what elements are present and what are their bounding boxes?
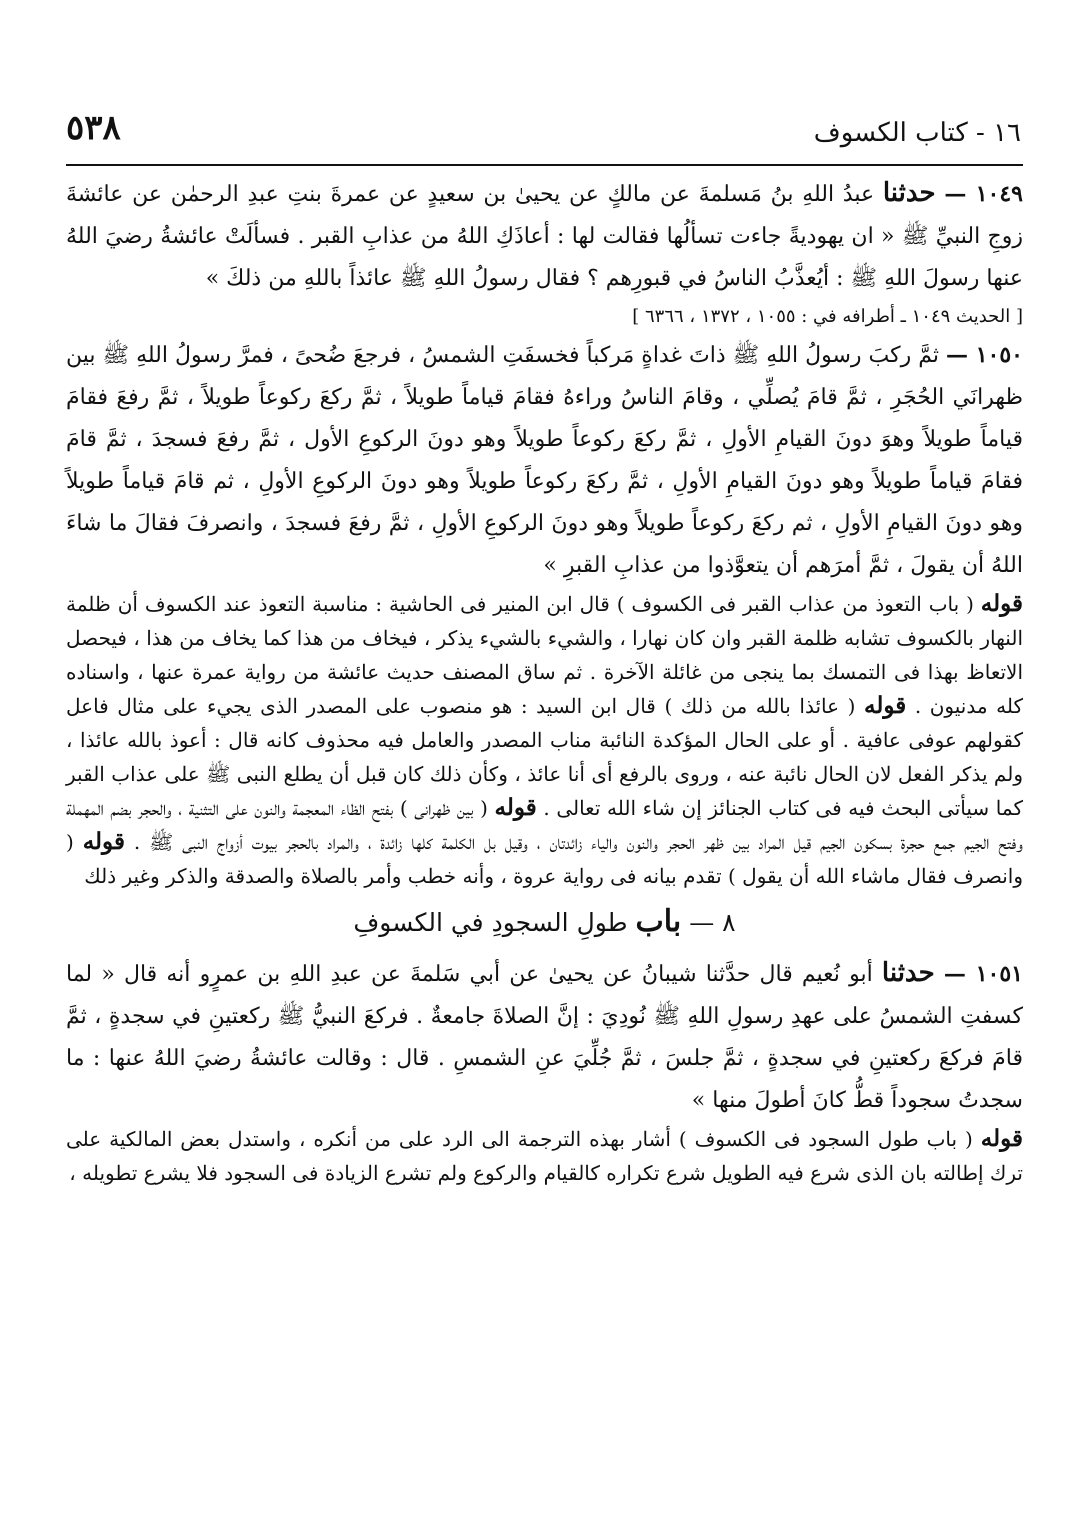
header-rule <box>66 164 1023 166</box>
hadith-number: ١٠٥٠ — <box>946 342 1023 368</box>
chapter-bab-word: باب <box>635 904 682 939</box>
qawluhu-marker: قوله <box>980 1125 1024 1152</box>
qawluhu-marker: قوله <box>82 828 125 855</box>
haddathana-word: حدثنا <box>881 958 935 988</box>
hadith-text: ثمَّ ركبَ رسولُ اللهِ ﷺ ذاتَ غداةٍ مَركباً فخسفَتِ الشمسُ ، فرجعَ ضُحىً ، فمرَّ رسولُ اللهِ ﷺ بين ظهرانَي الحُجَرِ ، ثمَّ قامَ يُصلِّي ، وقامَ الناسُ وراءهُ فقامَ قياماً طويلاً ، ثمَّ ركعَ ركوعاً طويلاً ، ثمَّ رفعَ فقامَ قياماً طويلاً وهوَ دونَ القيامِ الأولِ ، ثمَّ ركعَ ركوعاً طويلاً وهو دونَ الركوعِ الأول ، ثمَّ رفعَ فسجدَ ، ثمَّ قامَ فقامَ قياماً طويلاً وهو دونَ القيامِ الأولِ ، ثمَّ ركعَ ركوعاً طويلاً وهو دونَ الركوعِ الأولِ ، ثم قامَ قياماً طويلاً وهو دونَ القيامِ الأولِ ، ثم ركعَ ركوعاً طويلاً وهو دونَ الركوعِ الأولِ ، ثمَّ رفعَ فسجدَ ، وانصرفَ فقالَ ما شاءَ اللهُ أن يقولَ ، ثمَّ أمرَهم أن يتعوَّذوا من عذابِ القبرِ » <box>66 343 1023 578</box>
running-title: ١٦ - كتاب الكسوف <box>813 118 1021 148</box>
page-number: ٥٣٨ <box>66 108 121 148</box>
chapter-title: طولِ السجودِ في الكسوفِ <box>353 908 628 937</box>
page-body <box>66 172 1023 1190</box>
hadith-text: أبو نُعيم قال حدَّثنا شيبانُ عن يحيىٰ عن أبي سَلمةَ عن عبدِ اللهِ بن عمرٍو أنه قال « لما كسفتِ الشمسُ على عهدِ رسولِ اللهِ ﷺ نُودِيَ : إنَّ الصلاةَ جامعةٌ . فركعَ النبيُّ ﷺ ركعتينِ في سجدةٍ ، ثمَّ قامَ فركعَ ركعتينِ في سجدةٍ ، ثمَّ جلسَ ، ثمَّ جُلِّيَ عنِ الشمسِ . قال : وقالت عائشةُ رضيَ اللهُ عنها : ما سجدتُ سجوداً قطُّ كانَ أطولَ منها » <box>66 962 1023 1113</box>
qawluhu-marker: قوله <box>494 794 537 821</box>
commentary-block <box>66 587 1023 893</box>
commentary-text: ( وانصرف فقال ماشاء الله أن يقول ) تقدم بيانه فى رواية عروة ، وأنه خطب وأمر بالصلاة والصدقة والذكر وغير ذلك <box>66 830 1023 888</box>
chapter-heading <box>66 895 1023 950</box>
qawluhu-marker: قوله <box>980 590 1023 617</box>
chapter-number: ٨ — <box>689 908 736 937</box>
hadith-text: عبدُ اللهِ بنُ مَسلمةَ عن مالكٍ عن يحيىٰ بن سعيدٍ عن عمرةَ بنتِ عبدِ الرحمٰن عن عائشةَ زوجِ النبيِّ ﷺ « ان يهوديةً جاءت تسألُها فقالت لها : أعاذَكِ اللهُ من عذابِ القبر . فسألَتْ عائشةُ رضيَ اللهُ عنها رسولَ اللهِ ﷺ : أيُعذَّبُ الناسُ في قبورِهم ؟ فقال رسولُ اللهِ ﷺ عائذاً باللهِ من ذلكَ » <box>66 182 1023 291</box>
hadith-1049 <box>66 172 1023 300</box>
hadith-1050 <box>66 334 1023 587</box>
commentary-block <box>66 1122 1023 1190</box>
commentary-text: ( عائذا بالله من ذلك ) قال ابن السيد : هو منصوب على المصدر الذى يجيء على مثال فاعل كقولهم عوفى عافية . أو على الحال المؤكدة النائبة مناب المصدر والعامل فيه محذوف كانه قال : أعوذ بالله عائذا ، ولم يذكر الفعل لان الحال نائبة عنه ، وروى بالرفع أى أنا عائذ ، وكأن ذلك كان قبل أن يطلع النبى ﷺ على عذاب القبر كما سيأتى البحث فيه فى كتاب الجنائز إن شاء الله تعالى . <box>66 694 1023 820</box>
hadith-1051 <box>66 952 1023 1122</box>
commentary-text: ( بين ظهرانى ) بفتح الظاء المعجمة والنون على التثنية ، والحجر بضم المهملة وفتح الجيم جمع حجرة بسكون الجيم قيل المراد بين ظهر الحجر والنون والياء زائدتان ، وقيل بل الكلمة كلها زائدة ، والمراد بالحجر بيوت أزواج النبى ﷺ . <box>66 796 1023 854</box>
hadith-number: ١٠٥١ — <box>943 961 1023 987</box>
haddathana-word: حدثنا <box>882 178 936 208</box>
hadith-number: ١٠٤٩ — <box>944 181 1023 207</box>
commentary-text: ( باب طول السجود فى الكسوف ) أشار بهذه الترجمة الى الرد على من أنكره ، واستدل بعض المالكية على ترك إطالته بان الذى شرع فيه الطويل شرع تكراره كالقيام والركوع ولم تشرع الزيادة فى السجود فلا يشرع تطويله ، <box>66 1127 1023 1185</box>
qawluhu-marker: قوله <box>864 692 907 719</box>
hadith-reference: [ الحديث ١٠٤٩ ـ أطرافه في : ١٠٥٥ ، ١٣٧٢ ، ٦٣٦٦ ] <box>632 306 1023 327</box>
commentary-text: ( باب التعوذ من عذاب القبر فى الكسوف ) قال ابن المنير فى الحاشية : مناسبة التعوذ عند الكسوف أن ظلمة النهار بالكسوف تشابه ظلمة القبر وان كان نهارا ، والشيء بالشيء يذكر ، فيخاف من هذا كما يخاف من هذا ، فيحصل الاتعاظ بهذا فى التمسك بما ينجى من غائلة الآخرة . ثم ساق المصنف حديث عائشة من رواية عمرة عنها ، واسناده كله مدنيون . <box>66 592 1024 718</box>
page-header <box>66 104 1021 164</box>
